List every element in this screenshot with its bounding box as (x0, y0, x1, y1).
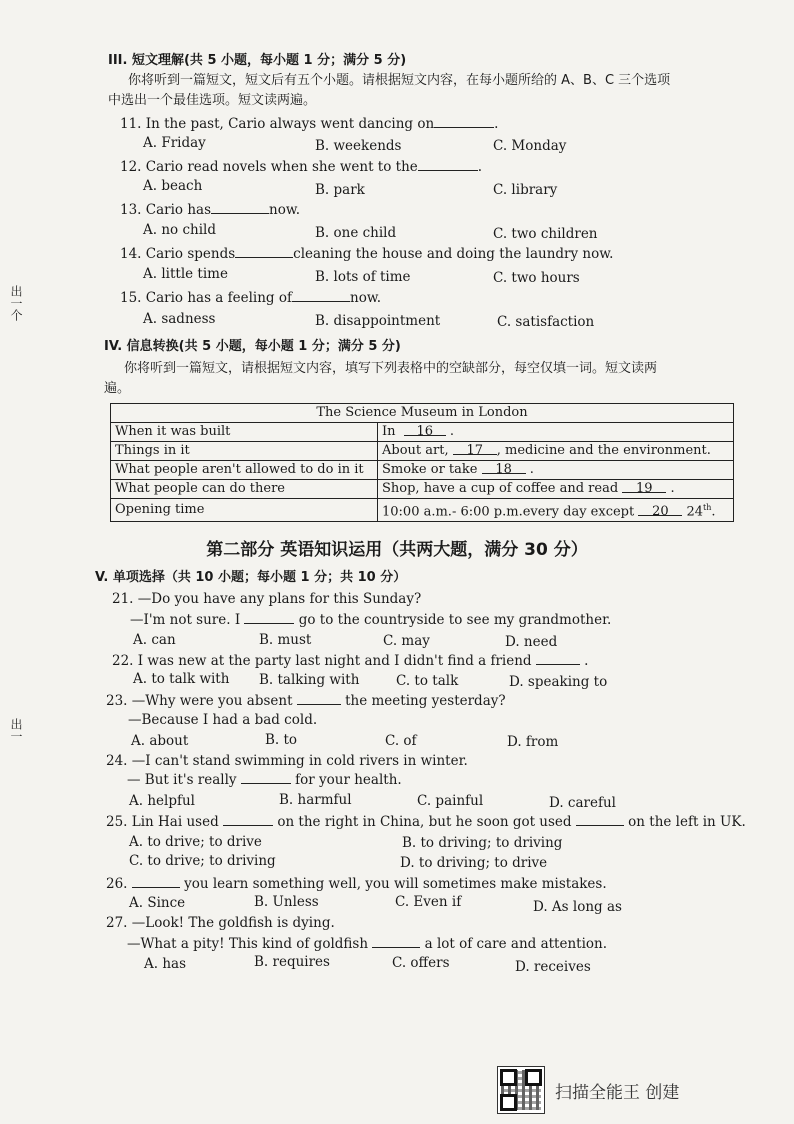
section-title: V. 单项选择（共 10 小题；每小题 1 分；共 10 分） (95, 570, 407, 585)
option: A. Since (129, 895, 186, 911)
scanner-watermark: 扫描全能王 创建 (555, 1083, 680, 1103)
section-instruction: 你将听到一篇短文，短文后有五个小题。请根据短文内容，在每小题所给的 A、B、C 三个选项 (128, 73, 671, 88)
question-21-line: —I'm not sure. I go to the countryside to see my grandmother. (130, 612, 612, 628)
option: B. must (259, 632, 312, 648)
option: D. As long as (533, 899, 622, 915)
option: C. two hours (493, 270, 580, 286)
table-cell: In 16 . (378, 423, 734, 442)
option: C. offers (392, 955, 450, 971)
question-27: 27. —Look! The goldfish is dying. (106, 915, 335, 931)
option: B. park (315, 182, 365, 198)
option: B. to driving; to driving (402, 835, 563, 851)
question-25: 25. Lin Hai used on the right in China, but he soon got used on the left in UK. (106, 814, 746, 830)
table-cell: Opening time (111, 499, 378, 522)
option: C. may (383, 633, 430, 649)
section-title: III. 短文理解(共 5 小题，每小题 1 分；满分 5 分) (108, 53, 407, 68)
option: B. lots of time (315, 269, 411, 285)
table-row (111, 461, 734, 480)
table-cell: About art, 17 , medicine and the environment. (378, 442, 734, 461)
table-cell: When it was built (111, 423, 378, 442)
option: A. no child (143, 222, 216, 238)
table-cell: Shop, have a cup of coffee and read 19 . (378, 480, 734, 499)
option: A. to drive; to drive (129, 834, 262, 850)
margin-note: 出一个 (9, 285, 23, 321)
option: C. painful (417, 793, 484, 809)
option: D. from (507, 734, 559, 750)
option: A. Friday (143, 135, 206, 151)
question-27-line: —What a pity! This kind of goldfish a lot of care and attention. (127, 936, 608, 952)
section-instruction: 遍。 (104, 381, 131, 396)
option: A. can (133, 632, 176, 648)
question-15: 15. Cario has a feeling of now. (120, 290, 382, 306)
table-title: The Science Museum in London (111, 404, 734, 423)
option: A. has (144, 956, 187, 972)
table-row (111, 499, 734, 522)
margin-note: 出一 (9, 718, 23, 742)
option: D. to driving; to drive (400, 855, 548, 871)
option: B. requires (254, 954, 330, 970)
option: B. one child (315, 225, 397, 241)
question-11: 11. In the past, Cario always went dancing on . (120, 116, 499, 132)
question-12: 12. Cario read novels when she went to the . (120, 159, 483, 175)
option: B. to (265, 732, 298, 748)
option: B. harmful (279, 792, 352, 808)
option: A. little time (143, 266, 228, 282)
info-table (110, 403, 734, 522)
question-22: 22. I was new at the party last night and I didn't find a friend . (112, 653, 589, 669)
question-14: 14. Cario spends cleaning the house and doing the laundry now. (120, 246, 614, 262)
option: B. disappointment (315, 313, 441, 329)
option: D. need (505, 634, 558, 650)
option: B. weekends (315, 138, 402, 154)
section-instruction: 中选出一个最佳选项。短文读两遍。 (108, 93, 317, 108)
question-26: 26. you learn something well, you will sometimes make mistakes. (106, 876, 607, 892)
option: C. Even if (395, 894, 462, 910)
option: D. careful (549, 795, 616, 811)
section-title: IV. 信息转换(共 5 小题，每小题 1 分；满分 5 分) (104, 339, 401, 354)
option: C. to talk (396, 673, 459, 689)
option: A. sadness (143, 311, 216, 327)
option: D. speaking to (509, 674, 608, 690)
option: A. beach (143, 178, 203, 194)
question-24-line: — But it's really for your health. (127, 772, 402, 788)
option: B. talking with (259, 672, 360, 688)
question-23-line: —Because I had a bad cold. (128, 712, 318, 728)
option: C. two children (493, 226, 598, 242)
option: A. to talk with (133, 671, 230, 687)
table-row (111, 480, 734, 499)
table-row (111, 423, 734, 442)
table-row (111, 442, 734, 461)
table-cell: What people aren't allowed to do in it (111, 461, 378, 480)
section-instruction: 你将听到一篇短文，请根据短文内容，填写下列表格中的空缺部分，每空仅填一词。短文读两 (124, 361, 658, 376)
option: D. receives (515, 959, 591, 975)
option: C. satisfaction (497, 314, 595, 330)
option: A. about (131, 733, 189, 749)
question-13: 13. Cario has now. (120, 202, 301, 218)
question-21: 21. —Do you have any plans for this Sunday? (112, 591, 422, 607)
table-cell: 10:00 a.m.- 6:00 p.m.every day except 20 24th. (378, 499, 734, 522)
option: C. of (385, 733, 417, 749)
option: C. library (493, 182, 558, 198)
question-23: 23. —Why were you absent the meeting yesterday? (106, 693, 506, 709)
table-cell: Smoke or take 18 . (378, 461, 734, 480)
qr-code-icon (497, 1066, 545, 1114)
option: A. helpful (129, 793, 195, 809)
option: C. to drive; to driving (129, 853, 276, 869)
table-cell: What people can do there (111, 480, 378, 499)
question-24: 24. —I can't stand swimming in cold rivers in winter. (106, 753, 468, 769)
part-heading: 第二部分 英语知识运用（共两大题，满分 30 分） (206, 540, 588, 560)
option: C. Monday (493, 138, 567, 154)
option: B. Unless (254, 894, 319, 910)
table-cell: Things in it (111, 442, 378, 461)
